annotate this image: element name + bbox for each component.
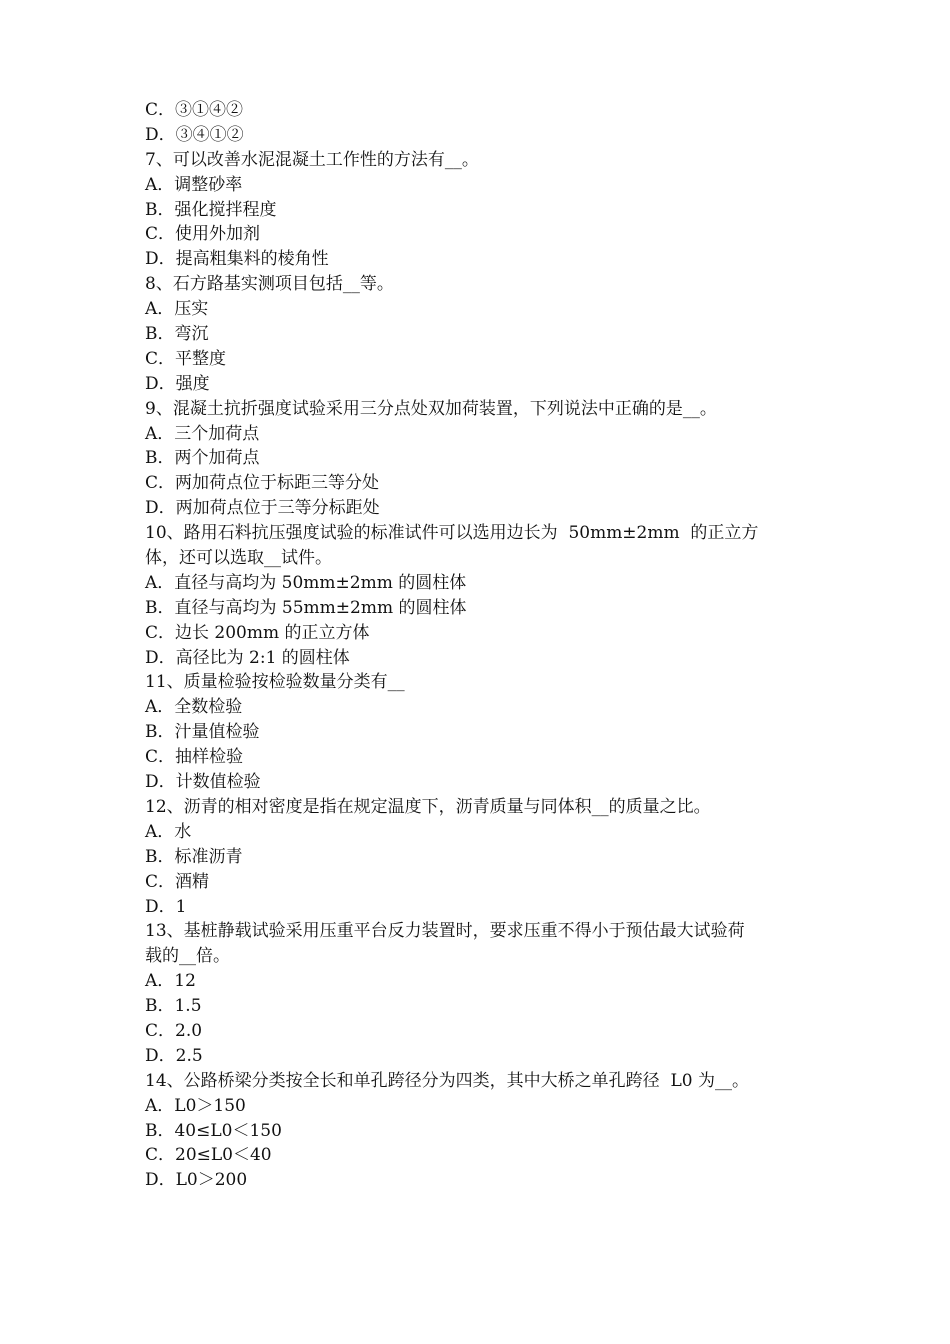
question-text: 10、路用石料抗压强度试验的标准试件可以选用边长为 50mm±2mm 的正立方 [145,523,759,544]
answer-option: B．汁量值检验 [145,722,260,743]
answer-option: C．③①④② [145,100,244,120]
answer-option: A．12 [145,971,196,992]
answer-option: B．直径与高均为 55mm±2mm 的圆柱体 [145,597,467,618]
answer-option: D．1 [145,896,187,917]
answer-option: D．③④①② [145,124,244,145]
answer-option: D．2.5 [145,1045,203,1066]
question-text: 7、可以改善水泥混凝土工作性的方法有__。 [145,149,479,170]
answer-option: C．抽样检验 [145,747,244,768]
answer-option: D．两加荷点位于三等分标距处 [145,498,380,519]
answer-option: D．L0＞200 [145,1170,248,1191]
question-text: 8、石方路基实测项目包括__等。 [145,274,394,295]
question-text: 11、质量检验按检验数量分类有__ [145,672,405,693]
answer-option: A．压实 [145,299,209,320]
answer-option: C．使用外加剂 [145,224,261,245]
answer-option: A．L0＞150 [145,1095,246,1116]
answer-option: B．弯沉 [145,324,209,345]
answer-option: B．强化搅拌程度 [145,199,277,220]
answer-option: D．计数值检验 [145,772,261,793]
question-text: 9、混凝土抗折强度试验采用三分点处双加荷装置，下列说法中正确的是__。 [145,398,717,419]
answer-option: C．2.0 [145,1020,203,1041]
answer-option: A．三个加荷点 [145,423,260,444]
answer-option: C．两加荷点位于标距三等分处 [145,473,380,494]
answer-option: A．全数检验 [145,697,243,718]
answer-option: C．平整度 [145,348,227,369]
answer-option: B．40≤L0＜150 [145,1120,282,1141]
answer-option: B．1.5 [145,996,202,1017]
answer-option: A．水 [145,821,192,842]
answer-option: B．两个加荷点 [145,448,260,469]
answer-option: D．高径比为 2:1 的圆柱体 [145,647,350,668]
question-continuation: 载的__倍。 [145,946,230,967]
question-text: 13、基桩静载试验采用压重平台反力装置时，要求压重不得小于预估最大试验荷 [145,921,745,942]
question-text: 12、沥青的相对密度是指在规定温度下，沥青质量与同体积__的质量之比。 [145,796,711,817]
document-text [145,98,815,1193]
answer-option: D．提高粗集料的棱角性 [145,249,329,270]
question-continuation: 体，还可以选取__试件。 [145,548,332,569]
answer-option: A．直径与高均为 50mm±2mm 的圆柱体 [145,572,467,593]
answer-option: B．标准沥青 [145,846,243,867]
question-text: 14、公路桥梁分类按全长和单孔跨径分为四类，其中大桥之单孔跨径 L0 为__。 [145,1070,749,1091]
answer-option: A．调整砂率 [145,174,243,195]
answer-option: C．酒精 [145,871,210,892]
answer-option: C．边长 200mm 的正立方体 [145,622,370,643]
answer-option: D．强度 [145,373,210,394]
answer-option: C．20≤L0＜40 [145,1145,272,1166]
